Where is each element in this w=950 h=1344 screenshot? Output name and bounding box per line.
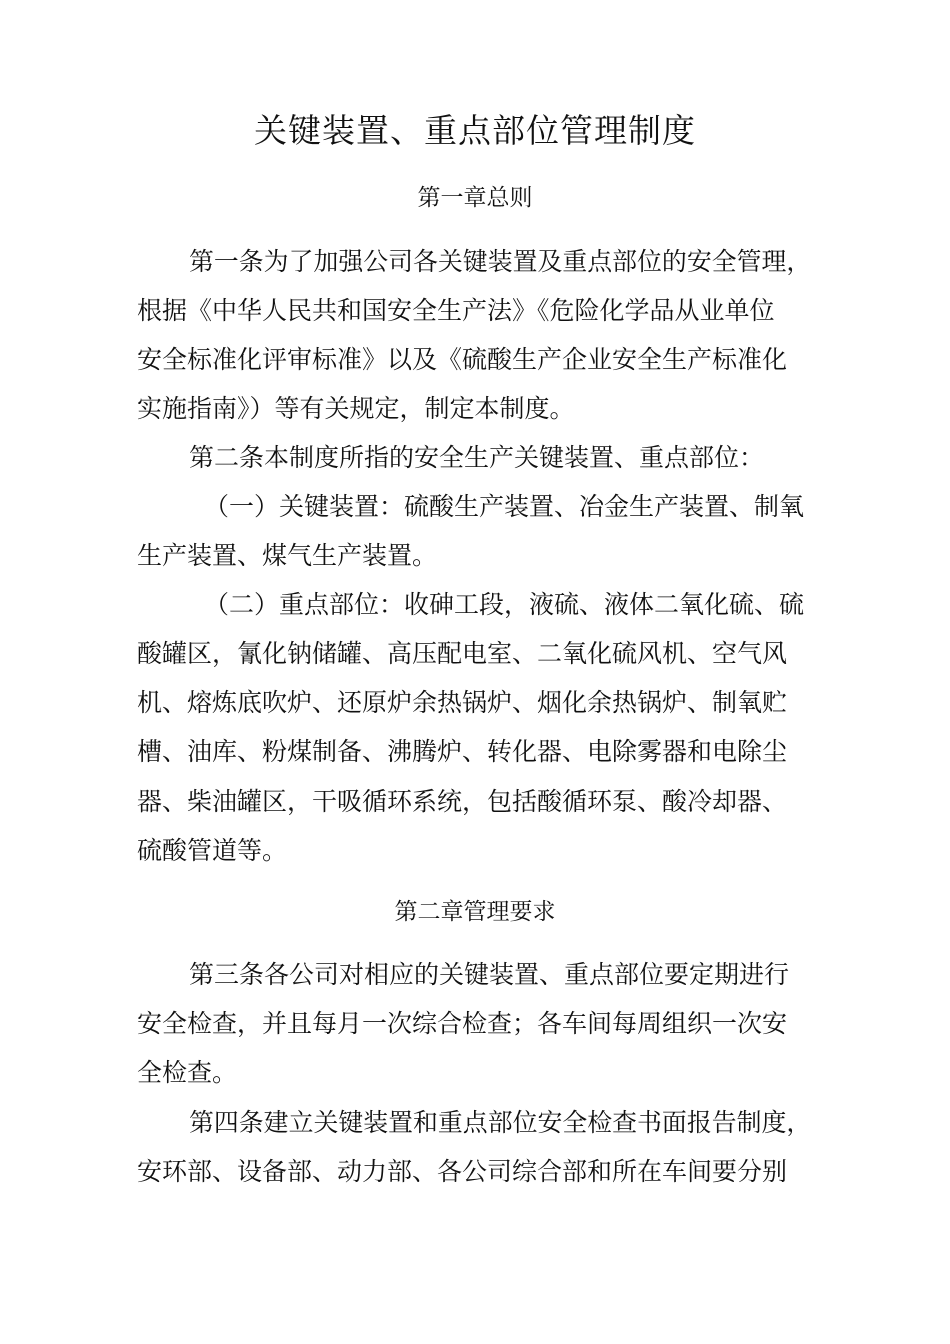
article-1-line-4: 实施指南》）等有关规定，制定本制度。: [137, 394, 575, 423]
item-2-line-4: 槽、油库、粉煤制备、沸腾炉、转化器、电除雾器和电除尘: [137, 737, 788, 766]
item-2-line-6: 硫酸管道等。: [137, 836, 288, 865]
article-2-line-1: 第二条本制度所指的安全生产关键装置、重点部位：: [189, 443, 765, 472]
article-1-line-2: 根据《中华人民共和国安全生产法》《危险化学品从业单位: [137, 296, 775, 325]
article-4-line-1: 第四条建立关键装置和重点部位安全检查书面报告制度，: [189, 1108, 812, 1137]
item-2-line-1: （二）重点部位：收砷工段，液硫、液体二氧化硫、硫: [204, 590, 805, 619]
item-2-line-5: 器、柴油罐区，干吸循环系统，包括酸循环泵、酸冷却器、: [137, 787, 788, 816]
item-1-line-1: （一）关键装置：硫酸生产装置、冶金生产装置、制氧: [204, 492, 805, 521]
document-title: 关键装置、重点部位管理制度: [254, 111, 696, 150]
article-1-line-1: 第一条为了加强公司各关键装置及重点部位的安全管理，: [189, 247, 812, 276]
chapter-2-heading: 第二章管理要求: [394, 899, 556, 925]
article-1-line-3: 安全标准化评审标准》以及《硫酸生产企业安全生产标准化: [137, 345, 788, 374]
article-3-line-3: 全检查。: [137, 1058, 238, 1087]
article-3-line-1: 第三条各公司对相应的关键装置、重点部位要定期进行: [189, 960, 790, 989]
article-3-line-2: 安全检查，并且每月一次综合检查；各车间每周组织一次安: [137, 1009, 788, 1038]
chapter-1-heading: 第一章总则: [417, 185, 533, 211]
article-4-line-2: 安环部、设备部、动力部、各公司综合部和所在车间要分别: [137, 1157, 788, 1186]
item-1-line-2: 生产装置、煤气生产装置。: [137, 541, 438, 570]
item-2-line-3: 机、熔炼底吹炉、还原炉余热锅炉、烟化余热锅炉、制氧贮: [137, 688, 788, 717]
item-2-line-2: 酸罐区，氰化钠储罐、高压配电室、二氧化硫风机、空气风: [137, 639, 788, 668]
